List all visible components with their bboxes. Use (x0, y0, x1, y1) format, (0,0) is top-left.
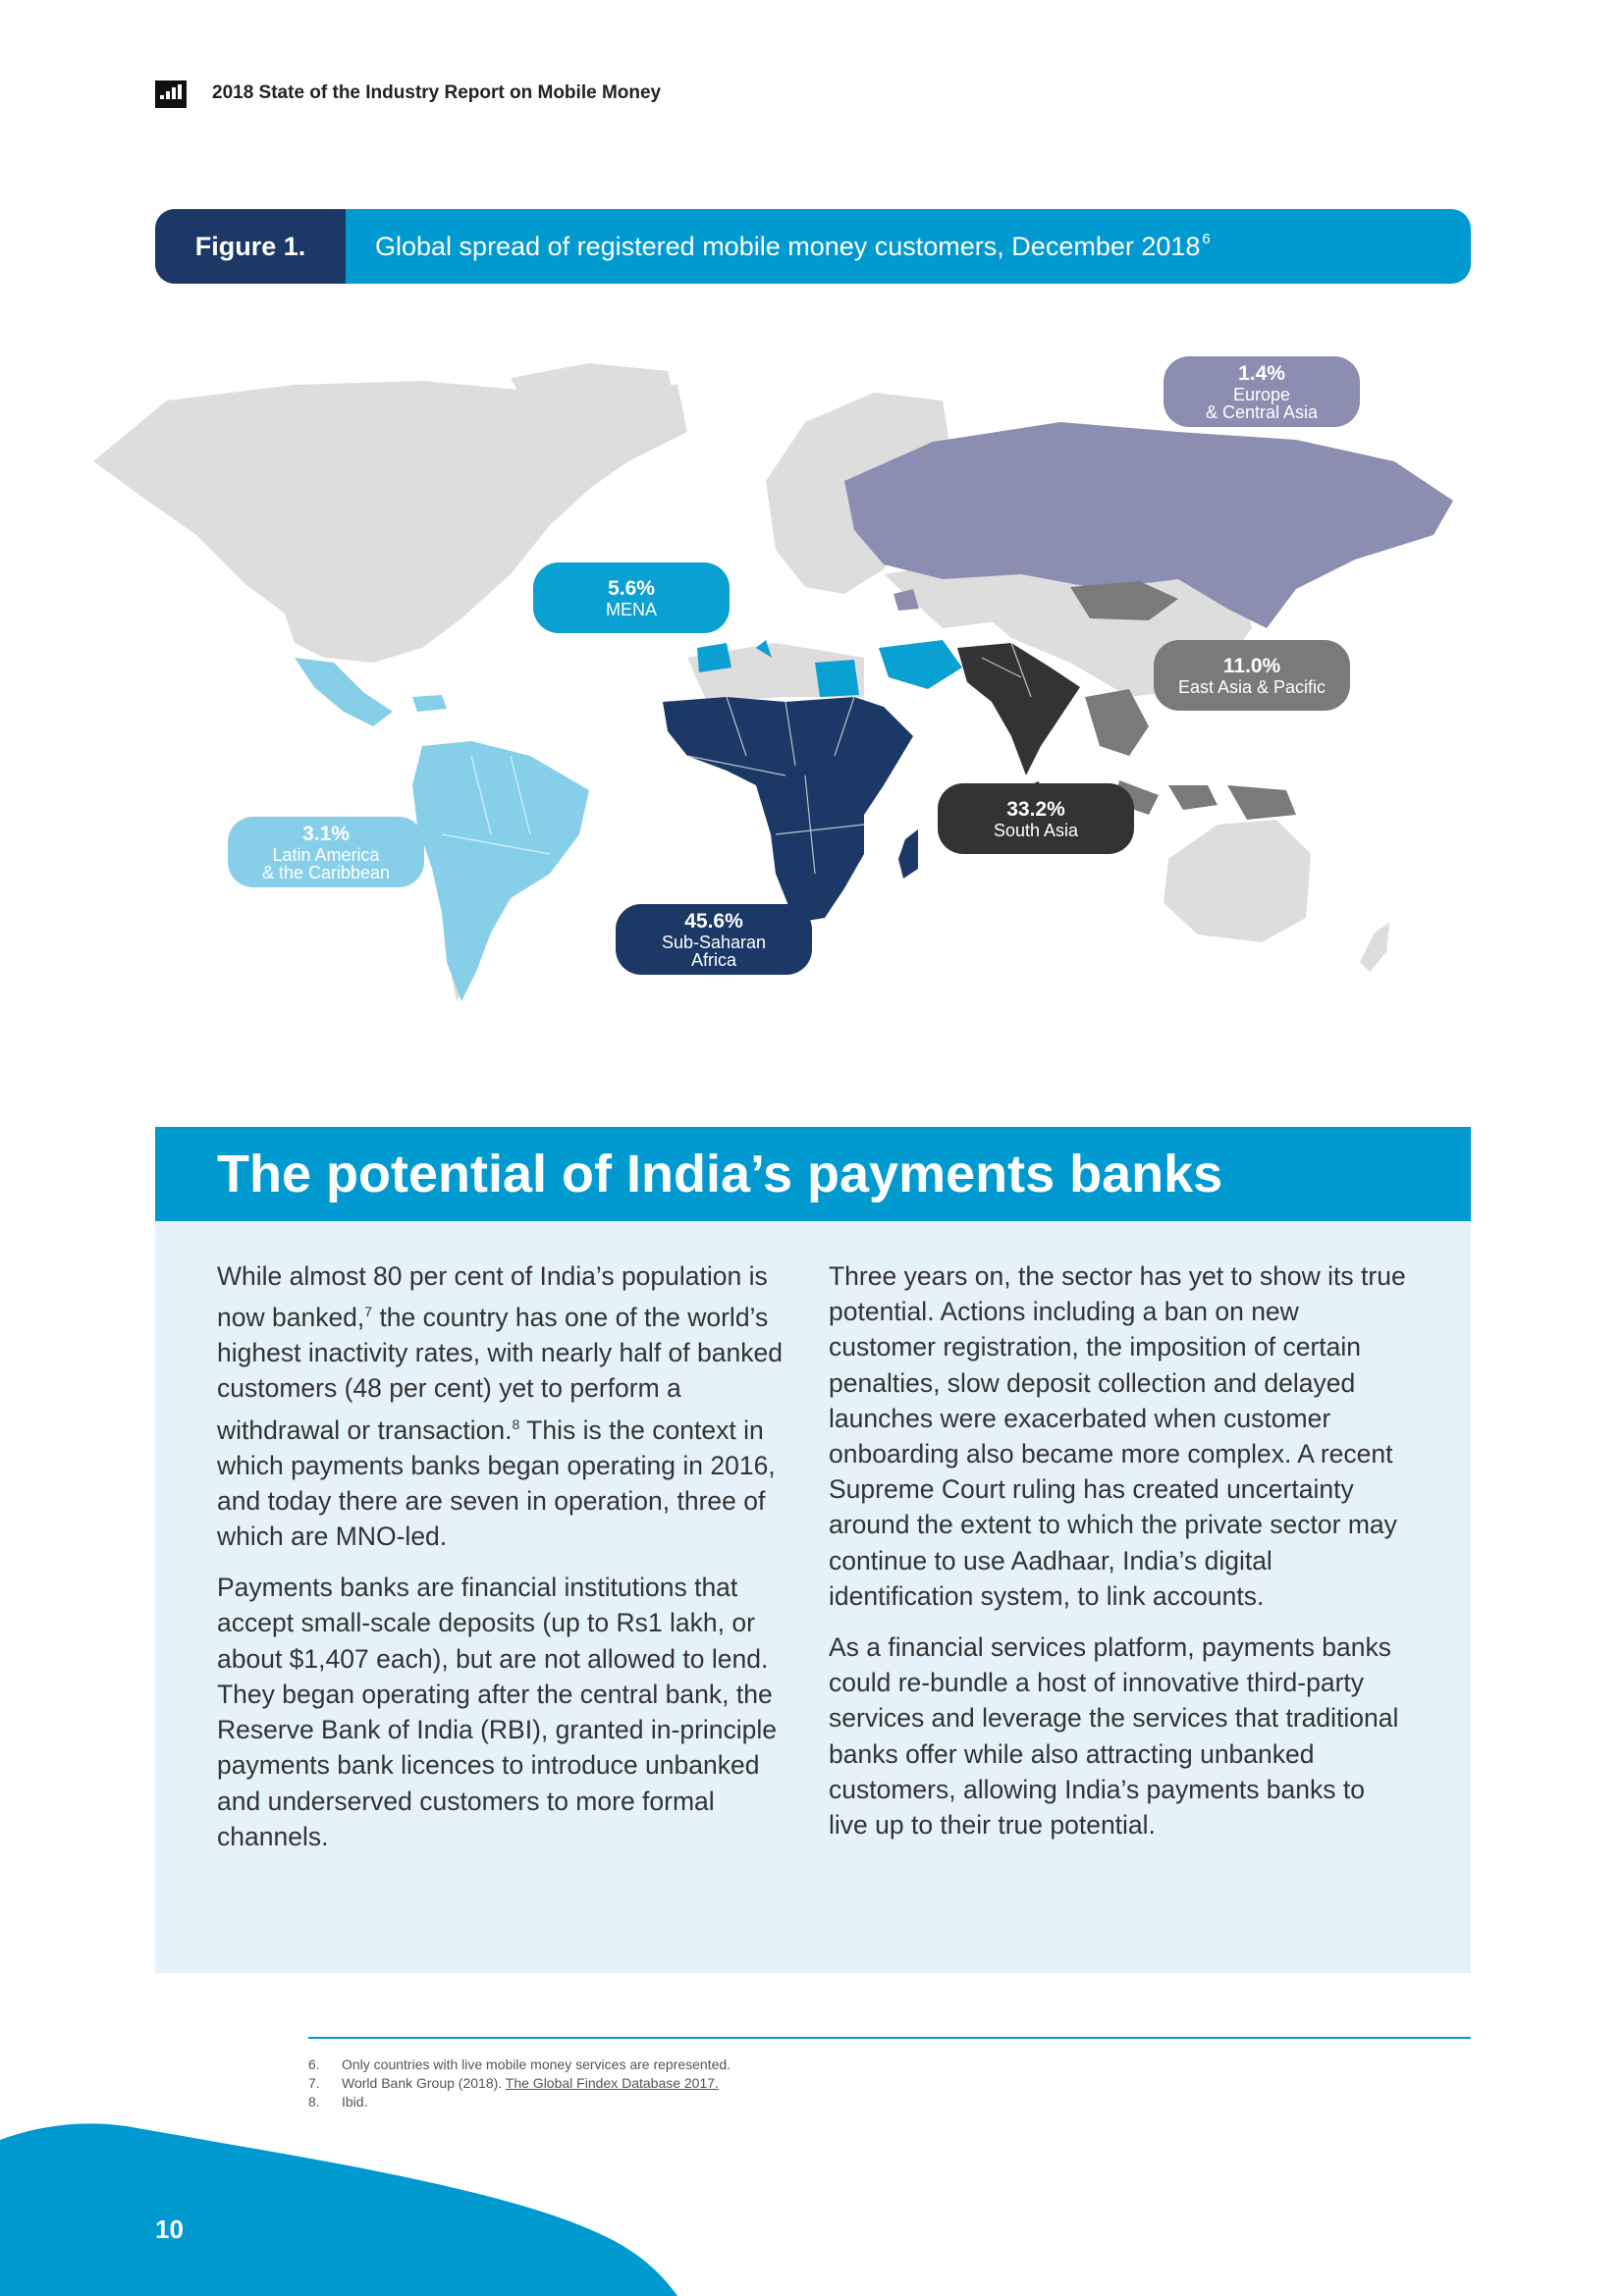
footnote-text: World Bank Group (2018). (342, 2075, 506, 2091)
region-south-asia (957, 643, 1080, 798)
region-label-east-asia-pacific (1154, 640, 1350, 711)
paragraph-text: the country has one of the world’s highest inactivity rates, with nearly half of banked customers (48 per cent) yet to perform a withdrawal or transaction. (217, 1303, 783, 1445)
india-box-header (155, 1127, 1471, 1221)
india-box-column-2 (829, 1258, 1408, 1858)
region-label-europe-central-asia (1164, 356, 1360, 427)
footnote-number: 6. (308, 2056, 320, 2072)
region-name: MENA (605, 599, 657, 619)
region-label-south-asia (938, 783, 1134, 854)
world-map (0, 324, 1624, 1031)
footnote-text: Only countries with live mobile money services are represented. (342, 2056, 731, 2072)
footnote-6 (308, 2056, 731, 2074)
region-name: Latin America (272, 844, 380, 865)
region-name: Europe (1232, 384, 1291, 404)
page-number: 10 (155, 2215, 184, 2244)
region-name: Sub-Saharan (661, 932, 767, 952)
region-pct: 1.4% (1238, 361, 1285, 385)
region-pct: 45.6% (684, 909, 743, 933)
region-pct: 5.6% (608, 576, 655, 600)
region-name-line2: & Central Asia (1205, 401, 1319, 422)
page-corner-decoration (0, 2120, 687, 2296)
footnote-divider (308, 2037, 1471, 2039)
india-paragraph-4: As a financial services platform, payments banks could re-bundle a host of innovative third-party services and leverage the services that traditional banks offer while also attracting unbanked customers, allowing India’s payments banks to live up to their true potential. (829, 1632, 1399, 1841)
paragraph-text: This is the context in which payments banks began operating in 2016, and today there are seven in operation, three of which are MNO-led. (217, 1415, 776, 1552)
footnote-number: 8. (308, 2094, 320, 2109)
report-title: 2018 State of the Industry Report on Mobile Money (212, 82, 662, 103)
region-label-sub-saharan-africa (616, 904, 812, 975)
footnote-ref-7: 7 (364, 1304, 373, 1320)
region-pct: 3.1% (302, 822, 350, 845)
region-name-line2: & the Caribbean (261, 862, 391, 882)
region-name-line2: Africa (690, 949, 736, 970)
footnote-text: Ibid. (342, 2094, 368, 2109)
figure-label: Figure 1. (155, 209, 346, 284)
footnote-link[interactable]: The Global Findex Database 2017. (505, 2075, 719, 2091)
region-name: East Asia & Pacific (1177, 676, 1326, 697)
figure-banner (155, 209, 1471, 284)
footnote-7 (308, 2074, 731, 2093)
india-paragraph-2: Payments banks are financial institutions that accept small-scale deposits (up to Rs1 lakh, or about $1,407 each), but are not allowed to lend. They began operating after the central bank, the Reserve Bank of India (RBI), granted in-principle payments bank licences to introduce unbanked and underserved customers to more formal channels. (217, 1573, 778, 1851)
gsma-logo (155, 80, 187, 108)
paragraph-text: While almost 80 per cent of India’s population is now banked, (217, 1261, 768, 1333)
figure-title-text: Global spread of registered mobile money customers, December 2018 (375, 231, 1201, 261)
region-pct: 33.2% (1006, 797, 1065, 821)
region-pct: 11.0% (1222, 654, 1281, 677)
india-paragraph-3: Three years on, the sector has yet to show its true potential. Actions including a ban on new customer registration, the imposition of certain penalties, slow deposit collection and delayed launches were exacerbated when customer onboarding also became more complex. A recent Supreme Court ruling has created uncertainty around the extent to which the private sector may continue to use Aadhaar, India’s digital identification system, to link accounts. (829, 1261, 1406, 1611)
footnote-8 (308, 2093, 731, 2111)
footnotes (308, 2056, 731, 2111)
region-label-mena (533, 562, 730, 633)
figure-title (375, 209, 1211, 284)
footnote-ref-8: 8 (512, 1415, 520, 1432)
india-box-body (155, 1221, 1471, 1973)
region-name: South Asia (993, 820, 1079, 840)
india-box-column-1 (217, 1258, 796, 1870)
region-label-latin-america (228, 817, 424, 887)
figure-title-footnote-ref: 6 (1202, 231, 1211, 247)
india-box-title: The potential of India’s payments banks (217, 1145, 1223, 1203)
footnote-number: 7. (308, 2075, 320, 2091)
india-paragraph-1 (217, 1258, 796, 1554)
